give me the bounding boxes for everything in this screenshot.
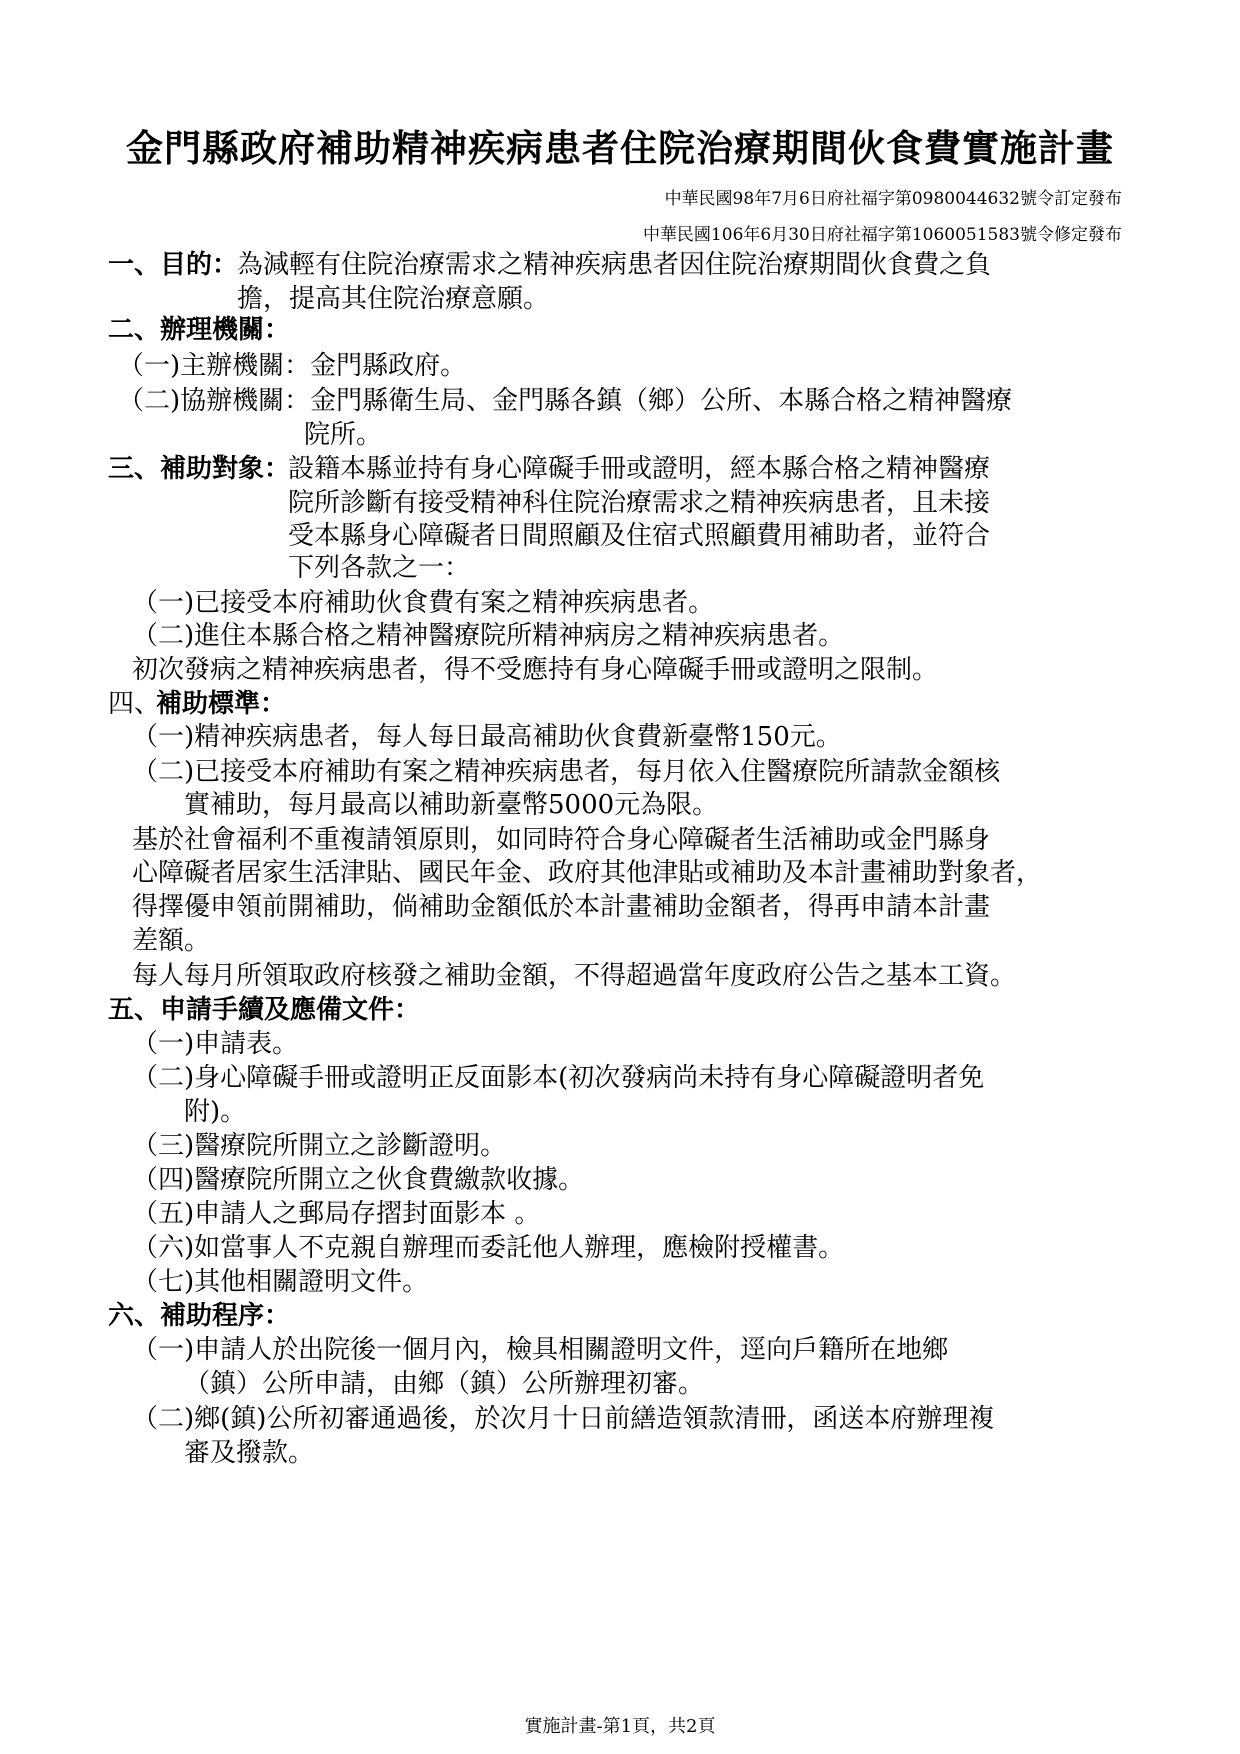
document-item: （七)其他相關證明文件。 xyxy=(132,1267,429,1297)
document-item: （五)申請人之郵局存摺封面影本 。 xyxy=(132,1199,541,1229)
procedure-item: （二)鄉(鎮)公所初審通過後，於次月十日前繕造領款清冊，函送本府辦理複 xyxy=(132,1404,995,1434)
section-heading-documents: 五、申請手續及應備文件： xyxy=(108,995,421,1025)
eligibility-text-line: 受本縣身心障礙者日間照顧及住宿式照顧費用補助者，並符合 xyxy=(288,521,991,551)
purpose-text-line: 為減輕有住院治療需求之精神疾病患者因住院治療期間伙食費之負 xyxy=(237,250,992,280)
document-item: （二)身心障礙手冊或證明正反面影本(初次發病尚未持有身心障礙證明者免 xyxy=(132,1063,985,1093)
section-heading-purpose: 一、目的： xyxy=(108,250,239,280)
section-heading-standard: 補助標準： xyxy=(156,689,287,719)
standard-note-line: 每人每月所領取政府核發之補助金額，不得超過當年度政府公告之基本工資。 xyxy=(132,961,1017,991)
standard-note-line: 基於社會福利不重複請領原則，如同時符合身心障礙者生活補助或金門縣身 xyxy=(132,825,991,855)
document-item: （六)如當事人不克親自辦理而委託他人辦理，應檢附授權書。 xyxy=(132,1233,845,1263)
document-item: （四)醫療院所開立之伙食費繳款收據。 xyxy=(132,1165,585,1195)
standard-item-continuation: 實補助，每月最高以補助新臺幣5000元為限。 xyxy=(184,790,719,820)
document-item: （三)醫療院所開立之診斷證明。 xyxy=(132,1131,507,1161)
eligibility-item: （二)進住本縣合格之精神醫療院所精神病房之精神疾病患者。 xyxy=(132,621,845,651)
eligibility-text-line: 院所診斷有接受精神科住院治療需求之精神疾病患者，且未接 xyxy=(288,488,991,518)
eligibility-item: （一)已接受本府補助伙食費有案之精神疾病患者。 xyxy=(132,588,715,618)
promulgation-note: 中華民國98年7月6日府社福字第0980044632號令訂定發布 xyxy=(664,189,1122,209)
section-heading-eligibility: 三、補助對象： xyxy=(108,454,291,484)
agency-item: （一)主辦機關：金門縣政府。 xyxy=(118,351,467,381)
standard-note-line: 心障礙者居家生活津貼、國民年金、政府其他津貼或補助及本計畫補助對象者， xyxy=(132,858,1043,888)
eligibility-text-line: 下列各款之一： xyxy=(288,553,471,583)
section-heading-standard-number: 四、 xyxy=(108,689,161,719)
page-footer: 實施計畫-第1頁，共2頁 xyxy=(524,1716,716,1737)
eligibility-note: 初次發病之精神疾病患者，得不受應持有身心障礙手冊或證明之限制。 xyxy=(132,655,939,685)
section-heading-agencies: 二、辦理機關： xyxy=(108,315,291,345)
eligibility-text-line: 設籍本縣並持有身心障礙手冊或證明，經本縣合格之精神醫療 xyxy=(288,454,991,484)
document-title: 金門縣政府補助精神疾病患者住院治療期間伙食費實施計畫 xyxy=(126,127,1114,170)
agency-item: （二)協辦機關：金門縣衛生局、金門縣各鎮（鄉）公所、本縣合格之精神醫療 xyxy=(118,386,1013,416)
standard-note-line: 差額。 xyxy=(132,926,211,956)
section-heading-procedure: 六、補助程序： xyxy=(108,1301,291,1331)
amendment-note: 中華民國106年6月30日府社福字第1060051583號令修定發布 xyxy=(642,225,1122,245)
standard-note-line: 得擇優申領前開補助，倘補助金額低於本計畫補助金額者，得再申請本計畫 xyxy=(132,892,991,922)
procedure-item-continuation: 審及撥款。 xyxy=(184,1438,315,1468)
standard-item: （二)已接受本府補助有案之精神疾病患者，每月依入住醫療院所請款金額核 xyxy=(132,757,1001,787)
document-item-continuation: 附)。 xyxy=(184,1097,247,1127)
agency-item-continuation: 院所。 xyxy=(304,420,383,450)
standard-item: （一)精神疾病患者，每人每日最高補助伙食費新臺幣150元。 xyxy=(132,722,842,752)
procedure-item: （一)申請人於出院後一個月內，檢具相關證明文件，逕向戶籍所在地鄉 xyxy=(132,1335,949,1365)
procedure-item-continuation: （鎮）公所申請，由鄉（鎮）公所辦理初審。 xyxy=(184,1369,705,1399)
document-item: （一)申請表。 xyxy=(132,1029,299,1059)
purpose-text-line: 擔，提高其住院治療意願。 xyxy=(237,284,550,314)
